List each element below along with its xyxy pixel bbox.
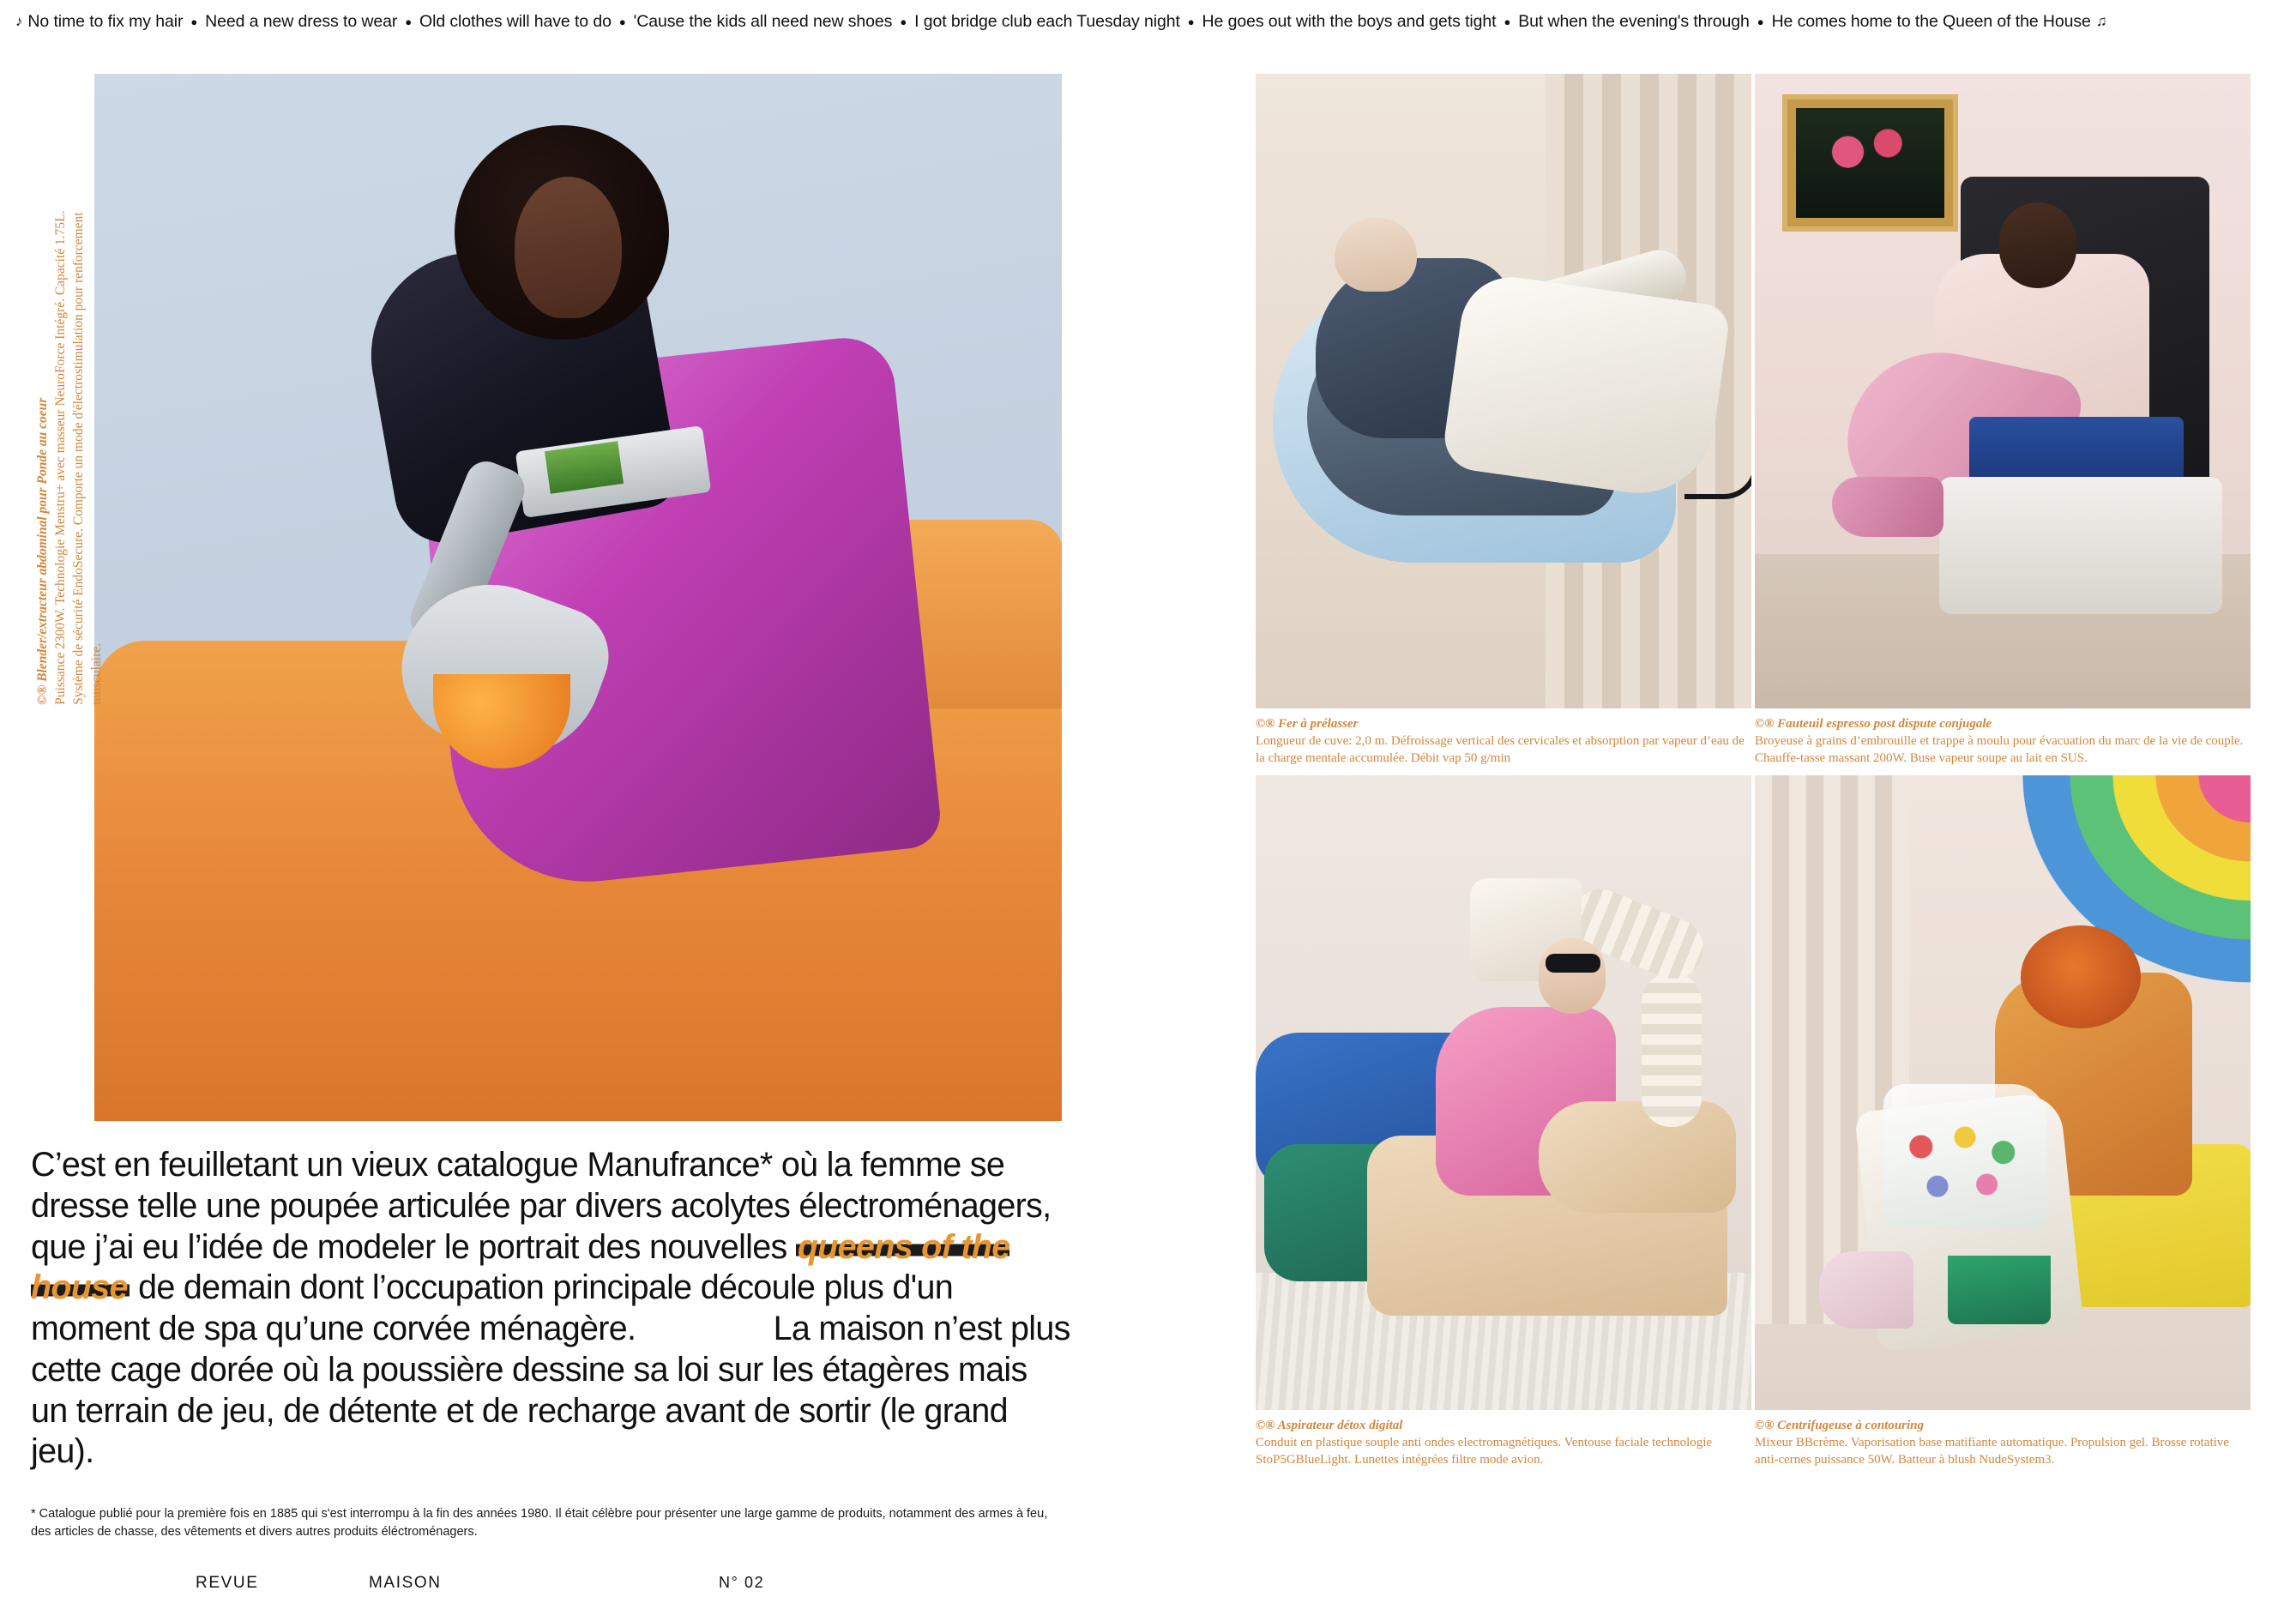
grid-cell bbox=[1256, 74, 1751, 767]
bullet-icon: ● bbox=[900, 15, 907, 28]
model-face bbox=[1335, 218, 1417, 292]
appliance-base bbox=[1939, 477, 2222, 614]
grid-cell bbox=[1755, 74, 2251, 767]
model-face bbox=[515, 177, 622, 318]
appliance-jar-contents bbox=[1896, 1118, 2034, 1213]
right-page bbox=[1148, 43, 2296, 1621]
photo-caption-title: ©® Fauteuil espresso post dispute conjugale bbox=[1755, 717, 1992, 731]
photo-caption-body: Mixeur BBcrème. Vaporisation base matifiante automatique. Propulsion gel. Brosse rotative anti-cernes puissance 50W. Batteur à blush NudeSystem3. bbox=[1755, 1436, 2229, 1467]
photo-caption-body: Broyeuse à grains d’embrouille et trappe à moulu pour évacuation du marc de la vie de couple. Chauffe-tasse massant 200W. Buse vapeur soupe au lait en SUS. bbox=[1755, 733, 2244, 765]
grid-cell bbox=[1755, 775, 2251, 1468]
article-body-part2: de demain dont l’occupation principale découle plus d'un moment de spa qu’une corvée ménagère. bbox=[31, 1268, 954, 1348]
photo-caption bbox=[1256, 1418, 1751, 1468]
photo-caption bbox=[1755, 1418, 2251, 1468]
ticker-item: I got bridge club each Tuesday night bbox=[914, 11, 1180, 31]
folio-revue: REVUE bbox=[196, 1574, 259, 1592]
photo-fauteuil-espresso bbox=[1755, 74, 2251, 708]
article-highlight: queens of the house bbox=[31, 1227, 1010, 1307]
bullet-icon: ● bbox=[1187, 15, 1195, 28]
photo-caption bbox=[1256, 716, 1751, 767]
model-sunglasses bbox=[1546, 954, 1600, 973]
photo-caption-body: Conduit en plastique souple anti ondes electromagnétiques. Ventouse faciale technologie StoP5GBlueLight. Lunettes intégrées filtre mode avion. bbox=[1256, 1436, 1713, 1467]
model-hair bbox=[2021, 925, 2141, 1028]
article-footnote: * Catalogue publié pour la première fois en 1885 qui s'est interrompu à la fin des années 1980. Il était célèbre pour présenter une large gamme de produits, notamment des armes à feu, des articles de chasse, des vêtements et divers autres produits éléctroménagers. bbox=[31, 1507, 1048, 1540]
appliance-green-panel bbox=[1948, 1256, 2051, 1324]
folio-maison: MAISON bbox=[369, 1574, 442, 1592]
photo-centrifugeuse-a-contouring bbox=[1755, 775, 2251, 1410]
bullet-icon: ● bbox=[618, 15, 626, 28]
model-face bbox=[1539, 938, 1606, 1014]
ticker-item: No time to fix my hair bbox=[27, 11, 184, 31]
ticker-item: 'Cause the kids all need new shoes bbox=[633, 11, 893, 31]
photo-aspirateur-detox-digital bbox=[1256, 775, 1751, 1410]
painting-art bbox=[1796, 108, 1944, 218]
magazine-spread bbox=[0, 43, 2296, 1621]
folio-issue-number: N° 02 bbox=[719, 1574, 765, 1591]
hero-caption-title: ©® Blender/extracteur abdominal pour Ponde au coeur bbox=[35, 397, 51, 705]
ticker-item: He comes home to the Queen of the House bbox=[1771, 11, 2091, 31]
model-boot bbox=[1819, 1251, 1913, 1329]
left-page bbox=[0, 43, 1148, 1621]
decor-framed-painting bbox=[1782, 94, 1958, 232]
photo-fer-a-prelasser bbox=[1256, 74, 1751, 708]
article-body-part3: La maison n’est plus cette cage dorée où la poussière dessine sa loi sur les étagères mais un terrain de jeu, de détente et de recharge avant de sortir (le grand jeu). bbox=[31, 1310, 1070, 1471]
music-note-icon-left: ♪ bbox=[15, 13, 23, 29]
ticker-item: He goes out with the boys and gets tight bbox=[1202, 11, 1497, 31]
article-body-part1: C’est en feuilletant un vieux catalogue Manufrance* où la femme se dresse telle une poupée articulée par divers acolytes électroménagers, que j’ai eu l’idée de modeler le portrait des nouvelles bbox=[31, 1146, 1052, 1266]
music-note-icon-right: ♫ bbox=[2095, 13, 2107, 29]
hero-photo-blender-abdominal bbox=[94, 74, 1062, 1121]
photo-caption-title: ©® Centrifugeuse à contouring bbox=[1755, 1419, 1925, 1433]
model-head bbox=[1999, 202, 2076, 288]
lyrics-ticker bbox=[0, 0, 2296, 43]
appliance-cord bbox=[1684, 443, 1751, 499]
hero-caption bbox=[34, 190, 106, 705]
model-boot bbox=[1832, 477, 1943, 537]
bullet-icon: ● bbox=[405, 15, 413, 28]
grid-cell bbox=[1256, 775, 1751, 1468]
hero-caption-body: Puissance 2300W. Technologie Menstru+ avec masseur NeuroForce Intégré. Capacité 1.75L. Système de sécurité EndoSecure. Comporte un mode d'électrostimulation pour renforcement musculaire. bbox=[53, 210, 104, 705]
photo-caption-title: ©® Fer à prélasser bbox=[1256, 717, 1359, 731]
bullet-icon: ● bbox=[1757, 15, 1764, 28]
bullet-icon: ● bbox=[1504, 15, 1511, 28]
photo-caption-title: ©® Aspirateur détox digital bbox=[1256, 1419, 1403, 1433]
ticker-item: Need a new dress to wear bbox=[205, 11, 398, 31]
model-legs bbox=[1539, 1101, 1736, 1213]
ticker-item: Old clothes will have to do bbox=[419, 11, 612, 31]
photo-caption-body: Longueur de cuve: 2,0 m. Défroissage vertical des cervicales et absorption par vapeur d’eau de la charge mentale accumulée. Débit vap 50 g/min bbox=[1256, 733, 1745, 765]
appliance-tube-lower bbox=[1642, 973, 1702, 1127]
photo-grid bbox=[1256, 74, 2251, 1469]
bullet-icon: ● bbox=[190, 15, 198, 28]
article-body bbox=[31, 1145, 1070, 1473]
ticker-item: But when the evening's through bbox=[1518, 11, 1750, 31]
photo-caption bbox=[1755, 716, 2251, 767]
